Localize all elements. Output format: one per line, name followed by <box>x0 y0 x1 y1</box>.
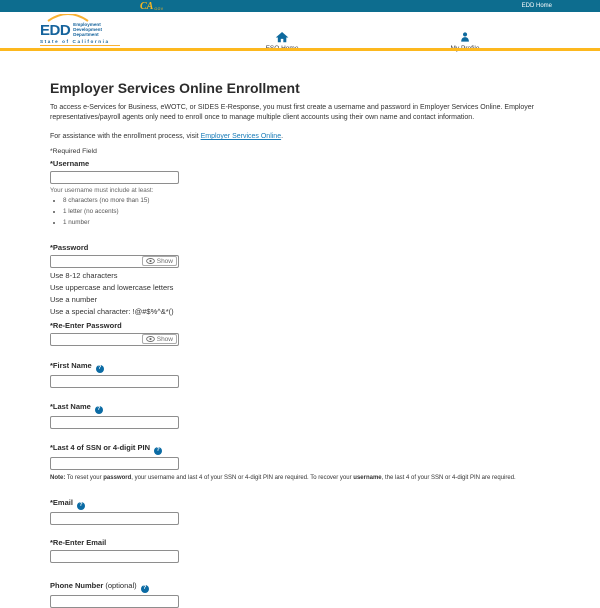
ssn-pin-field-group <box>50 443 560 481</box>
username-rules-intro: Your username must include at least: <box>50 186 154 194</box>
edd-dept-line1: Employment <box>73 22 101 27</box>
password-rule: Use uppercase and lowercase letters <box>50 282 174 292</box>
email-label <box>50 498 560 510</box>
enrollment-form-page <box>50 50 560 600</box>
ca-gov-logo-text: CA <box>140 1 154 12</box>
email-help-icon[interactable]: ? <box>77 502 85 510</box>
password-rule: Use a special character: !@#$%^&*() <box>50 306 174 316</box>
edd-dept-line3: Department <box>73 32 99 38</box>
username-rule: • 1 number <box>63 219 560 226</box>
ssn-pin-label <box>50 443 560 455</box>
page-title: Employer Services Online Enrollment <box>50 80 300 96</box>
password-input-shell <box>50 255 179 268</box>
ssn-pin-note <box>50 475 558 481</box>
password-input[interactable] <box>51 256 142 266</box>
edd-home-link[interactable]: EDD Home <box>521 3 552 9</box>
edd-logo-arcs-icon <box>46 14 90 22</box>
reenter-password-show-button[interactable] <box>142 334 177 344</box>
last-name-label <box>50 402 560 414</box>
note-segment: username <box>353 474 382 481</box>
note-segment: password <box>103 474 132 481</box>
home-icon <box>276 32 289 43</box>
email-field-group <box>50 498 560 525</box>
username-rule: • 1 letter (no accents) <box>63 208 560 215</box>
ca-gov-logo-sub: GOV <box>154 7 164 11</box>
username-field-group <box>50 159 560 230</box>
phone-label-text: Phone Number <box>50 581 104 590</box>
email-label-text: *Email <box>50 498 73 507</box>
note-segment: Note: <box>50 474 66 481</box>
email-input[interactable] <box>50 512 179 525</box>
first-name-label <box>50 361 560 373</box>
password-label: *Password <box>50 243 89 252</box>
ssn-pin-input[interactable] <box>50 457 179 470</box>
first-name-field-group <box>50 361 560 388</box>
password-show-label: Show <box>156 257 173 265</box>
edd-dept-line2: Development <box>73 27 103 33</box>
reenter-password-show-label: Show <box>156 335 173 343</box>
site-header <box>0 12 600 48</box>
phone-field-group <box>50 581 560 608</box>
last-name-help-icon[interactable]: ? <box>95 406 103 414</box>
password-rule: Use a number <box>50 294 98 304</box>
eye-icon <box>146 258 155 264</box>
ca-gov-utility-bar <box>0 0 600 12</box>
last-name-label-text: *Last Name <box>50 402 91 411</box>
last-name-input[interactable] <box>50 416 179 429</box>
edd-logo-department-lines <box>73 22 102 38</box>
reenter-email-input[interactable] <box>50 550 179 563</box>
password-rules <box>50 270 560 318</box>
phone-help-icon[interactable]: ? <box>141 585 149 593</box>
ssn-pin-label-text: *Last 4 of SSN or 4-digit PIN <box>50 443 151 452</box>
reenter-password-input-shell <box>50 333 179 346</box>
required-field-note: *Required Field <box>50 148 97 155</box>
last-name-field-group <box>50 402 560 429</box>
intro-paragraph: To access e-Services for Business, eWOTC, or SIDES E-Response, you must first create a username and password in Employer Services Online. Employer representatives/payroll agents only need to enroll once to manage multiple client accounts using their own name and contact information. <box>50 104 534 121</box>
phone-optional-text: (optional) <box>105 581 137 590</box>
note-segment: , the last 4 of your SSN or 4-digit PIN are required. <box>381 474 516 481</box>
reenter-email-label: *Re-Enter Email <box>50 538 107 547</box>
edd-logo-word: EDD <box>40 21 71 39</box>
reenter-email-field-group <box>50 538 560 563</box>
assistance-prefix: For assistance with the enrollment process, visit <box>50 133 201 140</box>
note-segment: , your username and last 4 of your SSN or 4-digit PIN are required. To recover your <box>131 474 354 481</box>
ssn-pin-help-icon[interactable]: ? <box>154 447 162 455</box>
password-show-button[interactable] <box>142 256 177 266</box>
phone-label <box>50 581 560 593</box>
reenter-password-input[interactable] <box>51 334 142 344</box>
note-segment: To reset your <box>65 474 104 481</box>
assistance-suffix: . <box>281 133 284 140</box>
reenter-password-field-group <box>50 321 560 346</box>
employer-services-online-link[interactable]: Employer Services Online <box>200 133 282 140</box>
first-name-help-icon[interactable]: ? <box>96 365 104 373</box>
edd-logo[interactable] <box>40 15 120 46</box>
phone-input[interactable] <box>50 595 179 608</box>
username-label: *Username <box>50 159 90 168</box>
username-rule: • 8 characters (no more than 15) <box>63 197 560 204</box>
first-name-input[interactable] <box>50 375 179 388</box>
first-name-label-text: *First Name <box>50 361 92 370</box>
password-rule: Use 8-12 characters <box>50 270 118 280</box>
username-input[interactable] <box>50 171 179 184</box>
person-icon <box>460 32 471 43</box>
password-field-group <box>50 243 560 318</box>
username-rules-list <box>63 197 560 226</box>
edd-logo-tagline: State of California <box>40 39 120 47</box>
reenter-password-label: *Re-Enter Password <box>50 321 122 330</box>
eye-icon <box>146 336 155 342</box>
assistance-line <box>50 133 283 140</box>
ca-gov-logo[interactable] <box>140 0 164 12</box>
